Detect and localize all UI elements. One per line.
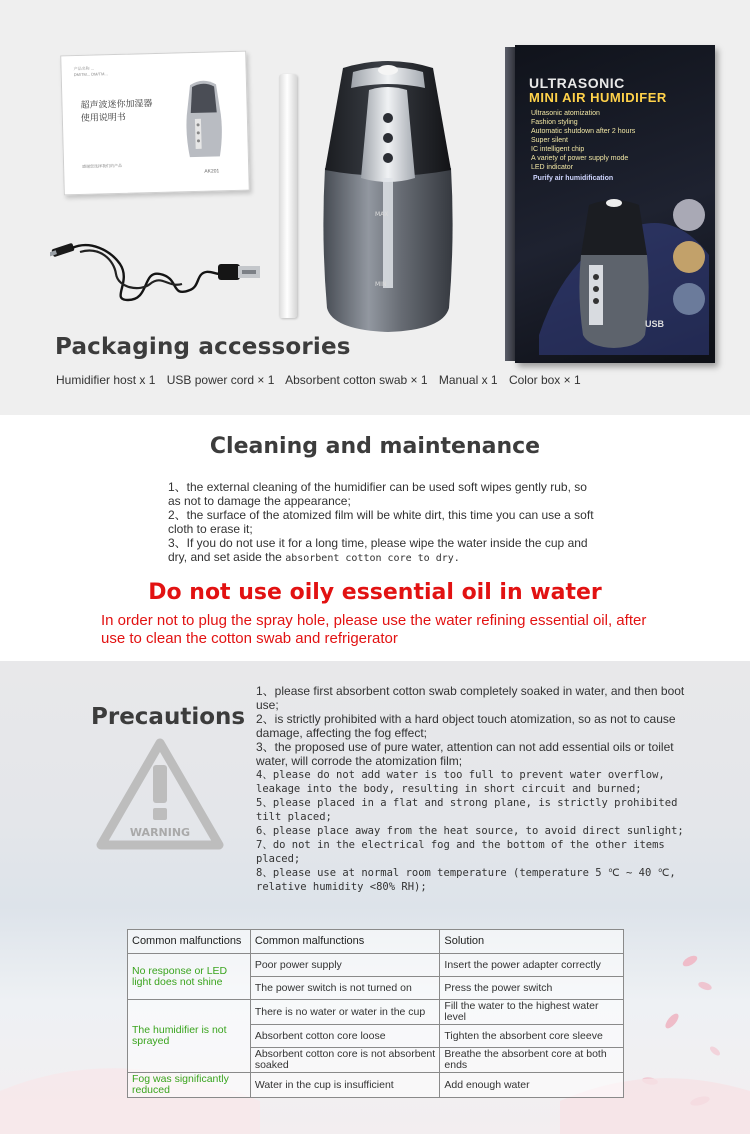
precaution-item: 1、please first absorbent cotton swab completely soaked in water, and then boot use; (256, 684, 685, 712)
table-row (128, 1000, 624, 1025)
precaution-item: 4、please do not add water is too full to prevent water overflow, leakage into the body, resulting in short circuit and burned; (256, 769, 665, 795)
table-header: Common malfunctions (250, 930, 440, 954)
box-feature-list: Ultrasonic atomization Fashion styling Automatic shutdown after 2 hours Super silent IC intelligent chip A variety of power supply mode LED indicator (531, 110, 636, 171)
malfunction-solution: Press the power switch (440, 977, 624, 1000)
malfunction-category: No response or LED light does not shine (128, 954, 251, 1000)
malfunction-solution: Breathe the absorbent core at both ends (440, 1048, 624, 1073)
packaging-item: Humidifier host x 1 (56, 373, 156, 387)
malfunction-table (127, 929, 624, 1098)
packaging-item: Color box × 1 (508, 373, 581, 387)
box-subtitle: MINI AIR HUMIDIFER (529, 90, 667, 105)
precautions-section (0, 661, 750, 1134)
malfunction-cause: Water in the cup is insufficient (250, 1073, 440, 1098)
max-level-label: MAX (375, 211, 389, 218)
absorbent-cotton-swab-image (279, 74, 297, 318)
oil-warning-title: Do not use oily essential oil in water (148, 580, 602, 605)
malfunction-solution: Fill the water to the highest water level (440, 1000, 624, 1025)
malfunction-category: Fog was significantly reduced (128, 1073, 251, 1098)
cleaning-step: 3、If you do not use it for a long time, please wipe the water inside the cup and dry, and set aside the absorbent cotton core to dry. (168, 536, 588, 564)
precaution-item: 8、please use at normal room temperature (temperature 5 ℃ ~ 40 ℃, relative humidity <80% RH); (256, 867, 676, 893)
box-product-illustration (529, 185, 709, 355)
table-header: Solution (440, 930, 624, 954)
packaging-section (0, 0, 750, 415)
manual-subtitle-cn: 使用说明书 (80, 112, 126, 124)
humidifier-host-image (313, 58, 463, 338)
packaging-item: Manual x 1 (438, 373, 498, 387)
malfunction-solution: Insert the power adapter correctly (440, 954, 624, 977)
packaging-title: Packaging accessories (55, 334, 351, 360)
warning-sign-icon (95, 735, 225, 853)
precautions-title: Precautions (91, 704, 246, 730)
malfunction-solution: Add enough water (440, 1073, 624, 1098)
box-title: ULTRASONIC (529, 75, 625, 91)
manual-model-code: AK201 (204, 168, 220, 175)
malfunction-category: The humidifier is not sprayed (128, 1000, 251, 1073)
precaution-item: 5、please placed in a flat and strong plane, is strictly prohibited tilt placed; (256, 797, 678, 823)
cleaning-step: 1、the external cleaning of the humidifier can be used soft wipes gently rub, so as not to damage the appearance; (168, 480, 587, 508)
table-header-row (128, 930, 624, 954)
precautions-list (256, 684, 686, 894)
malfunction-solution: Tighten the absorbent core sleeve (440, 1025, 624, 1048)
precaution-item: 3、the proposed use of pure water, attention can not add essential oils or toilet water, will corrode the atomization film; (256, 740, 674, 768)
malfunction-cause: Poor power supply (250, 954, 440, 977)
malfunction-cause: Absorbent cotton core is not absorbent soaked (250, 1048, 440, 1073)
packaging-item-list (56, 373, 589, 387)
table-header: Common malfunctions (128, 930, 251, 954)
cleaning-step: 2、the surface of the atomized film will be white dirt, this time you can use a soft cloth to erase it; (168, 508, 594, 536)
malfunction-cause: Absorbent cotton core loose (250, 1025, 440, 1048)
warning-label: WARNING (129, 826, 191, 839)
packaging-item: Absorbent cotton swab × 1 (285, 373, 428, 387)
precaution-item: 2、is strictly prohibited with a hard object touch atomization, so as not to cause damage, affecting the fog effect; (256, 712, 676, 740)
oil-warning-text: In order not to plug the spray hole, please use the water refining essential oil, after use to clean the cotton swab and refrigerator (101, 612, 647, 647)
table-row (128, 954, 624, 977)
manual-title-cn: 超声波迷你加湿器 (80, 99, 153, 111)
table-row (128, 1073, 624, 1098)
user-manual-image: 产品名称 ... DM/TM... DM/TM... 超声波迷你加湿器 使用说明书 感谢您选择我们的产品 AK201 (60, 51, 250, 196)
manual-product-illustration (172, 74, 236, 164)
cleaning-instructions (168, 480, 598, 566)
malfunction-cause: There is no water or water in the cup (250, 1000, 440, 1025)
color-box-image: ULTRASONIC MINI AIR HUMIDIFER Ultrasonic atomization Fashion styling Automatic shutdown after 2 hours Super silent IC intelligent chip A variety of power supply mode LED indicator Purify air humidification USB (515, 45, 715, 363)
min-level-label: MIN (375, 281, 387, 288)
precaution-item: 6、please place away from the heat source, to avoid direct sunlight; (256, 825, 684, 837)
packaging-item: USB power cord × 1 (166, 373, 275, 387)
malfunction-cause: The power switch is not turned on (250, 977, 440, 1000)
precaution-item: 7、do not in the electrical fog and the bottom of the other items placed; (256, 839, 665, 865)
usb-power-cord-image (50, 230, 265, 310)
cleaning-title: Cleaning and maintenance (209, 434, 541, 459)
